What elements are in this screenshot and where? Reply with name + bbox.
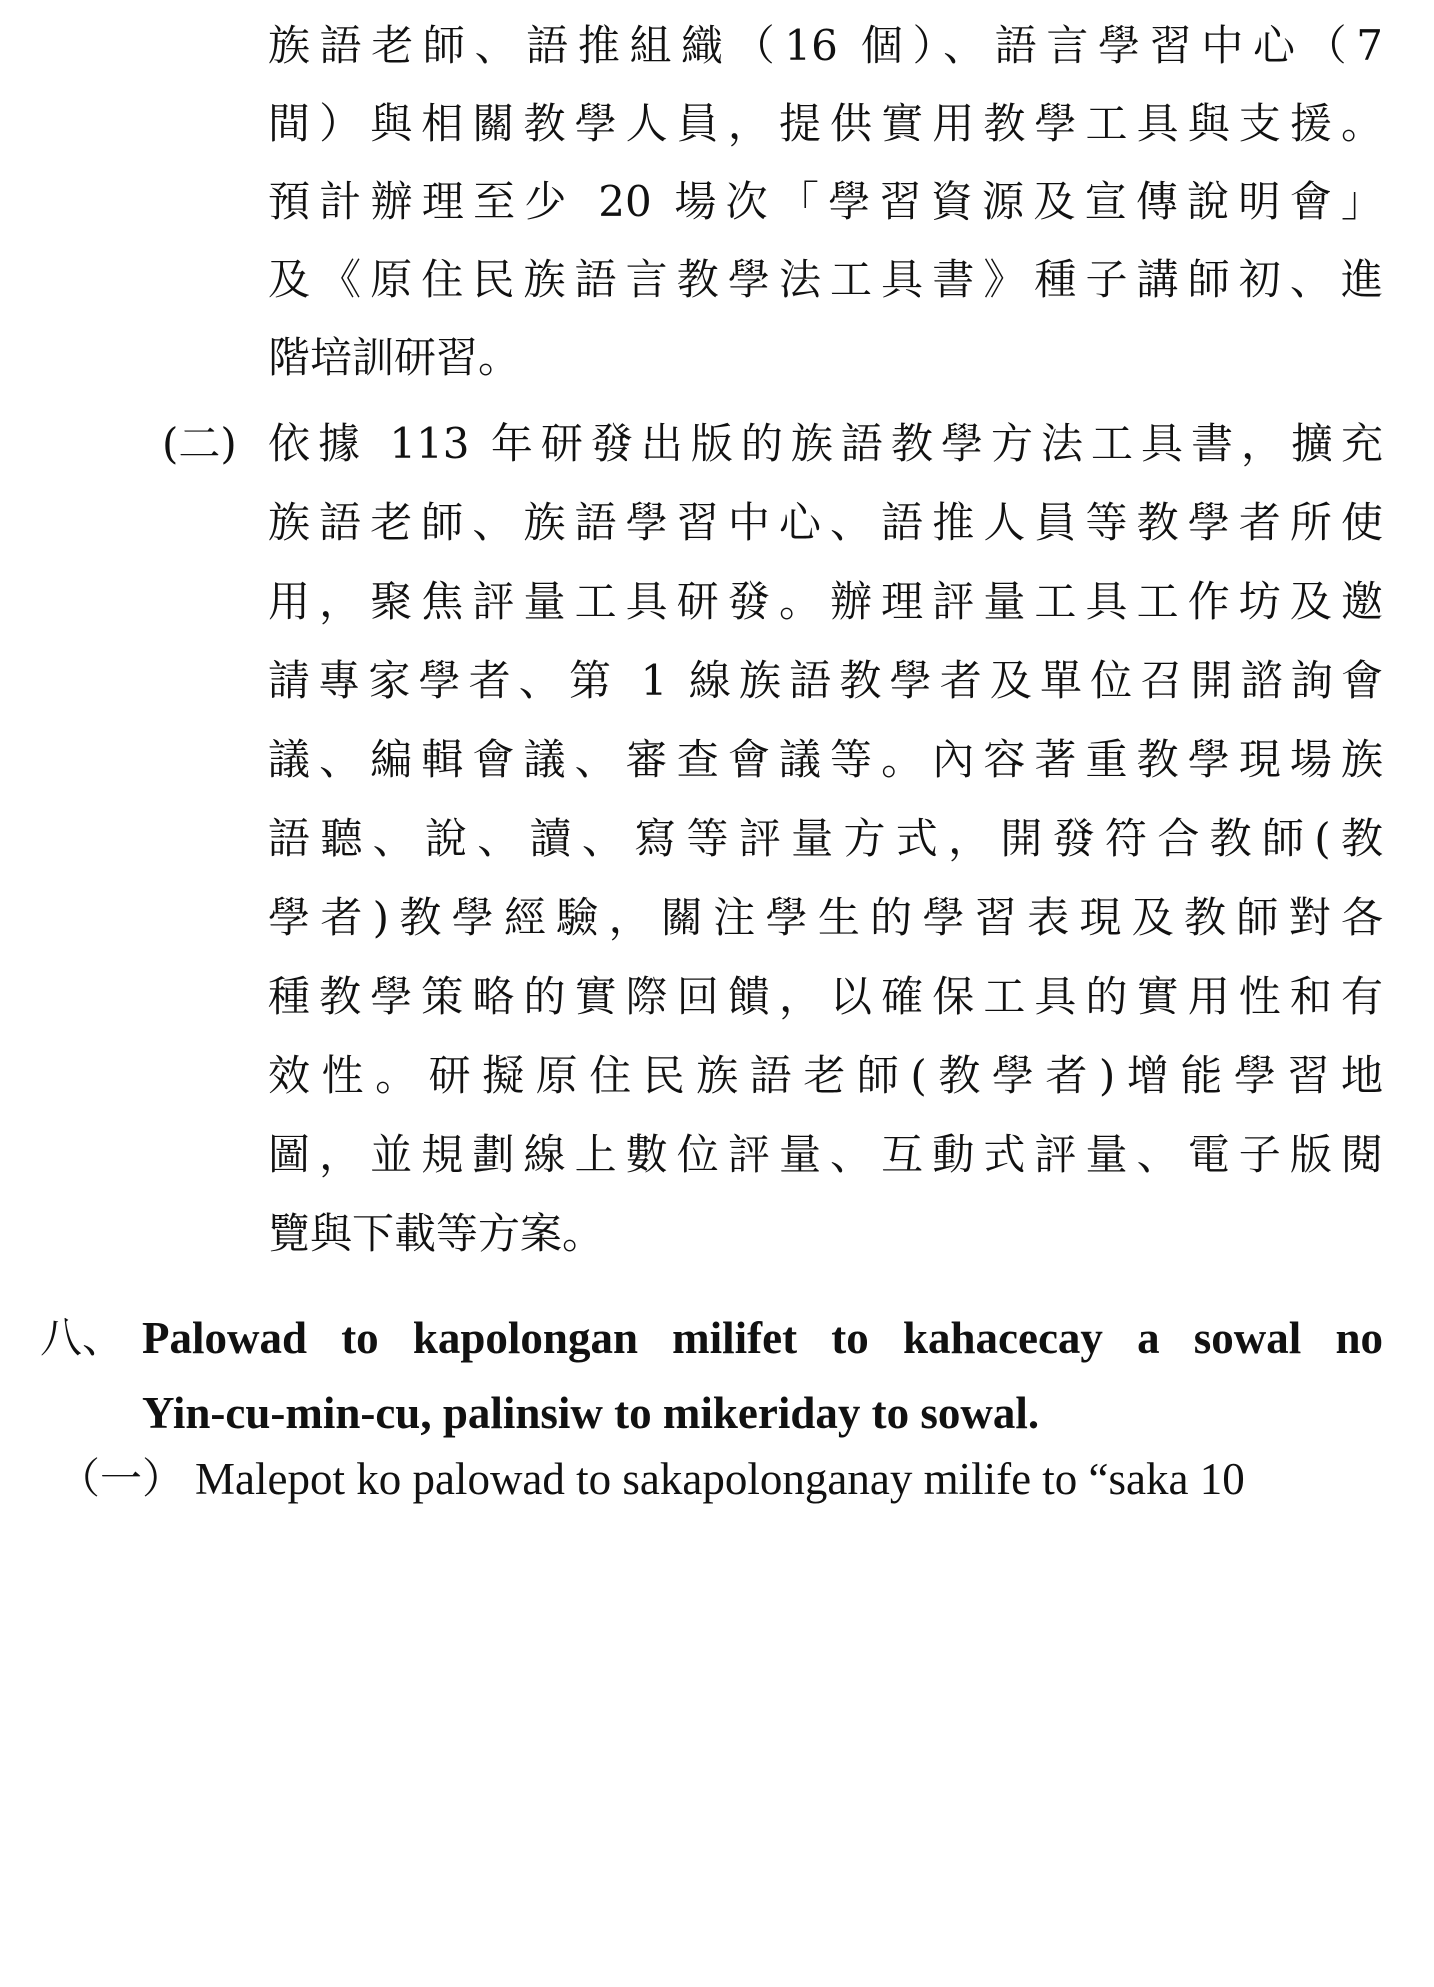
paragraph-line: 及《原住民族語言教學法工具書》種子講師初、進 <box>268 255 1383 304</box>
item-two-line: 語聽、說、讀、寫等評量方式，開發符合教師(教 <box>268 814 1383 863</box>
sub-item-marker: （一） <box>58 1454 185 1503</box>
item-two-line: 效性。研擬原住民族語老師(教學者)增能學習地 <box>268 1051 1383 1100</box>
item-two-line: 依據 113 年研發出版的族語教學方法工具書，擴充 <box>268 419 1383 468</box>
paragraph-line: 預計辦理至少 20 場次「學習資源及宣傳說明會」 <box>268 177 1383 226</box>
item-two-line: 議、編輯會議、審查會議等。內容著重教學現場族 <box>268 735 1383 784</box>
paragraph-line: 間）與相關教學人員，提供實用教學工具與支援。 <box>268 99 1383 148</box>
paragraph-line: 族語老師、語推組織（16 個）、語言學習中心（7 <box>268 21 1383 70</box>
item-two-line: 請專家學者、第 1 線族語教學者及單位召開諮詢會 <box>268 656 1383 705</box>
item-two-line: 圖，並規劃線上數位評量、互動式評量、電子版閱 <box>268 1130 1383 1179</box>
item-two-line: 種教學策略的實際回饋，以確保工具的實用性和有 <box>268 972 1383 1021</box>
paragraph-line: 階培訓研習。 <box>268 333 521 382</box>
item-two-line: 覽與下載等方案。 <box>268 1209 605 1258</box>
list-item-marker: (二) <box>162 419 237 468</box>
section-marker: 八、 <box>40 1313 125 1362</box>
item-two-line: 族語老師、族語學習中心、語推人員等教學者所使 <box>268 498 1383 547</box>
item-two-line: 學者)教學經驗，關注學生的學習表現及教師對各 <box>268 893 1383 942</box>
item-two-line: 用，聚焦評量工具研發。辦理評量工具工作坊及邀 <box>268 577 1383 626</box>
section-heading-line: Yin-cu-min-cu, palinsiw to mikeriday to sowal. <box>142 1388 1040 1438</box>
section-heading-line: Palowad to kapolongan milifet to kahacecay a sowal no <box>142 1313 1383 1363</box>
sub-item-line: Malepot ko palowad to sakapolonganay milife to “saka 10 <box>195 1454 1245 1504</box>
